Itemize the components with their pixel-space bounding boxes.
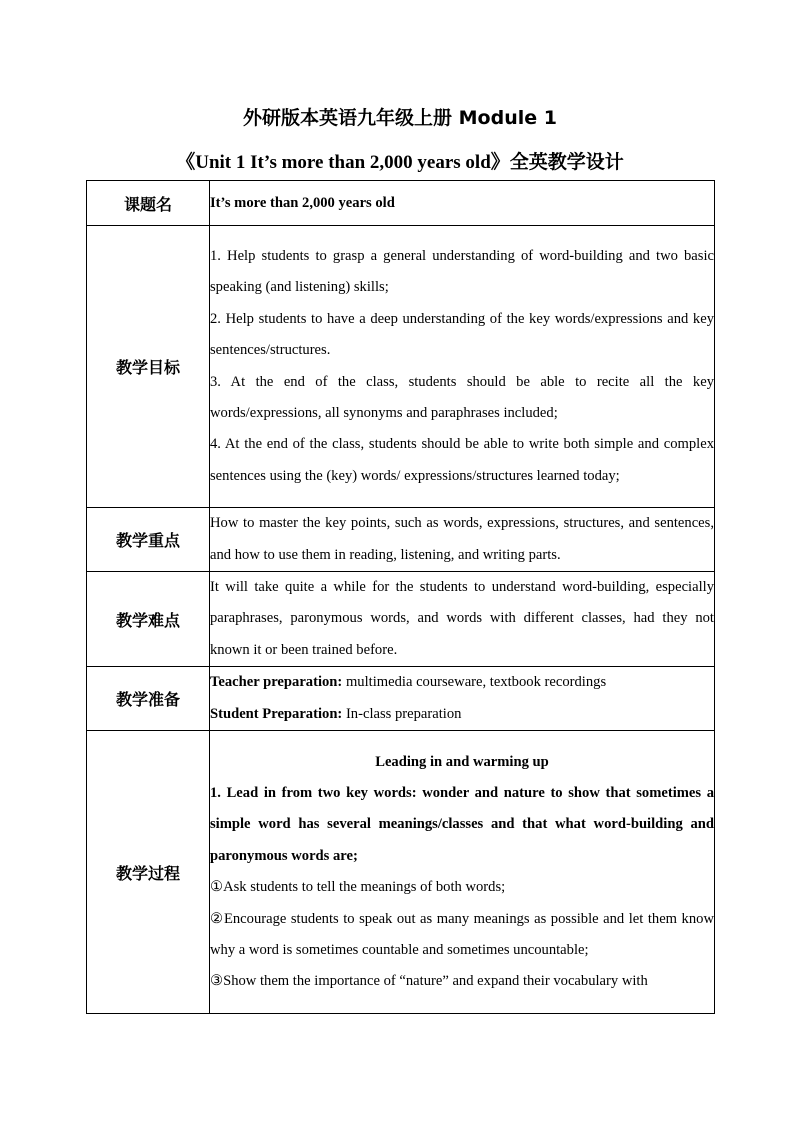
difficulties-label: 教学难点 [87,572,210,667]
process-heading: Leading in and warming up [375,753,549,770]
row-topic [87,181,715,226]
teacher-preparation [210,667,714,698]
process-item: ③Show them the importance of “nature” and expand their vocabulary with [210,973,648,990]
objective-item: 1. Help students to grasp a general understanding of word-building and two basic speaking (and listening) skills; [210,247,714,296]
student-preparation [210,699,714,730]
process-label: 教学过程 [87,731,210,1014]
process-cell [210,731,715,1014]
subtitle-open-bracket: 《 [176,151,196,173]
key-points-text: How to master the key points, such as words, expressions, structures, and sentences, and how to use them in reading, listening, and writing parts. [210,508,715,572]
topic-value: It’s more than 2,000 years old [210,181,715,226]
student-preparation-label: Student Preparation: [210,705,343,722]
process-item: ②Encourage students to speak out as many meanings as possible and let them know why a word is sometimes countable and sometimes uncountable; [210,910,714,959]
subtitle-close: 》全英教学设计 [490,151,624,173]
preparation-cell [210,667,715,731]
process-item: ①Ask students to tell the meanings of both words; [210,879,506,896]
row-objectives [87,226,715,508]
teacher-preparation-label: Teacher preparation: [210,674,343,691]
objectives-cell [210,226,715,508]
row-preparation [87,667,715,731]
topic-label: 课题名 [87,181,210,226]
preparation-label: 教学准备 [87,667,210,731]
row-difficulties [87,572,715,667]
student-preparation-value: In-class preparation [342,705,462,722]
objectives-label: 教学目标 [87,226,210,508]
process-step-1: 1. Lead in from two key words: wonder and nature to show that sometimes a simple word has several meanings/classes and that what word-building and paronymous words are; [210,785,714,864]
document-title: 外研版本英语九年级上册 Module 1 [243,107,557,129]
objective-item: 3. At the end of the class, students should be able to recite all the key words/expressions, all synonyms and paraphrases included; [210,373,714,421]
objective-item: 2. Help students to have a deep understanding of the key words/expressions and key sentences/structures. [210,310,714,359]
lesson-plan-table [86,180,715,1014]
key-points-label: 教学重点 [87,508,210,572]
objective-item: 4. At the end of the class, students should be able to write both simple and complex sentences using the (key) words/ expressions/structures learned today; [210,436,714,484]
document-subtitle [0,147,800,174]
difficulties-text: It will take quite a while for the students to understand word-building, especially paraphrases, paronymous words, and words with different classes, had they not known it or been trained before. [210,572,715,667]
subtitle-unit: Unit 1 It’s more than 2,000 years old [195,152,491,173]
row-process [87,731,715,1014]
teacher-preparation-value: multimedia courseware, textbook recordings [342,674,607,691]
row-key-points [87,508,715,572]
